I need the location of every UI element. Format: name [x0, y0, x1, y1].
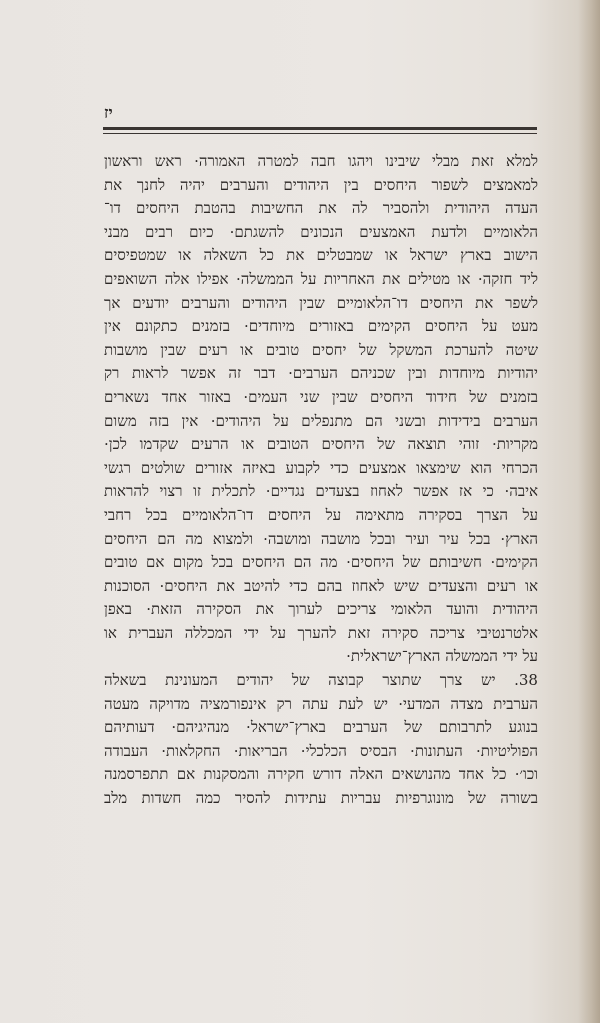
text-line: הערבים בידידות ובשני הם מתנפלים על היהודים· אין בזה משום	[104, 411, 538, 430]
paragraph-1	[104, 150, 538, 669]
text-line: אלטרנטיבי צריכה סקירה זאת להערך על ידי המכללה העברית או	[104, 623, 538, 642]
text-line: לשפר את היחסים דו־הלאומיים שבין היהודים והערבים יודעים אך	[104, 293, 538, 312]
paragraph-2	[104, 669, 538, 811]
text-line: יהודיות מיוחדות ובין שכניהם הערבים· דבר זה אפשר לראות רק	[104, 364, 538, 383]
text-line: למאמצים לשפור היחסים בין היהודים והערבים יהיה לחנך את	[104, 175, 538, 194]
body-text	[104, 150, 538, 811]
text-line: מקריות· זוהי תוצאה של היחסים הטובים או הרעים שקדמו לכן·	[104, 435, 538, 454]
header-rule-thin	[103, 133, 537, 134]
text-line: בזמנים של חידוד היחסים שבין שני העמים· באזור אחד נשארים	[104, 387, 538, 406]
text-line: וכו׳· כל אחד מהנושאים האלה דורש חקירה והמסקנות אם תתפרסמנה	[104, 765, 538, 784]
text-line: הלאומיים ולדעת האמצעים הנכונים להשגתם· כיום רבים מבני	[104, 222, 538, 241]
text-line: על ידי הממשלה הארץ־ישראלית·	[346, 647, 538, 666]
text-line: הערבית מצדה המדעי· יש לעת עתה רק אינפורמציה מדויקה מעטה	[104, 694, 538, 713]
book-spine-shadow	[578, 0, 600, 1023]
text-line: הכרחי הוא שימצאו אמצעים כדי לקבוע באיזה אזורים שולטים רגשי	[104, 458, 538, 477]
text-line: בשורה של מונוגרפיות עבריות עתידות להסיר כמה חשדות מלב	[104, 789, 538, 808]
text-line: הפוליטיות· העתונות· הבסיס הכלכלי· הבריאות· החקלאות· העבודה	[104, 741, 538, 760]
text-line: למלא זאת מבלי שיבינו ויהגו חבה למטרה האמורה· ראש וראשון	[104, 152, 538, 170]
text-line: הארץ· בכל עיר ועיר ובכל מושבה ומושבה· ולמצוא מה הם היחסים	[104, 529, 538, 548]
text-line	[104, 669, 538, 693]
text-line: מעט על היחסים הקימים באזורים מיוחדים· בזמנים כתקונם אין	[104, 317, 538, 336]
text-line: על הצרך בסקירה מתאימה על היחסים דו־הלאומיים בכל רחבי	[104, 505, 538, 524]
text-line: היהודית והועד הלאומי צריכים לערוך את הסקירה הזאת· באפן	[104, 600, 538, 619]
text-line: ליד חזקה· או מטילים את האחריות על הממשלה· אפילו אלה השואפים	[104, 269, 538, 288]
text-line: העדה היהודית ולהסביר לה את החשיבות בהטבת היחסים דו־	[104, 199, 538, 218]
text-line: איבה· כי אז אפשר לאחוז בצעדים נגדיים· לתכלית זו רצוי להראות	[104, 482, 538, 501]
text-line: בנוגע לתרבותם של הערבים בארץ־ישראל· מנהיגיהם· דעותיהם	[104, 718, 538, 737]
text-line: הקימים· חשיבותם של היחסים· מה הם היחסים בכל מקום אם טובים	[104, 553, 538, 572]
paragraph-number: 38.	[514, 671, 538, 690]
paragraph-text: יש צרך שתוצר קבוצה של יהודים המעונינת בשאלה	[104, 671, 496, 690]
text-line: שיטה להערכת המשקל של יחסים טובים או רעים שבין מושבות	[104, 340, 538, 359]
text-line: או רעים והצעדים שיש לאחוז בהם כדי להיטב את היחסים· הסוכנות	[104, 576, 538, 595]
text-line: הישוב בארץ ישראל או שמבטלים את כל השאלה או שמטפיסים	[104, 246, 538, 265]
page-number: יז	[104, 103, 113, 122]
header-rule-thick	[103, 127, 537, 130]
